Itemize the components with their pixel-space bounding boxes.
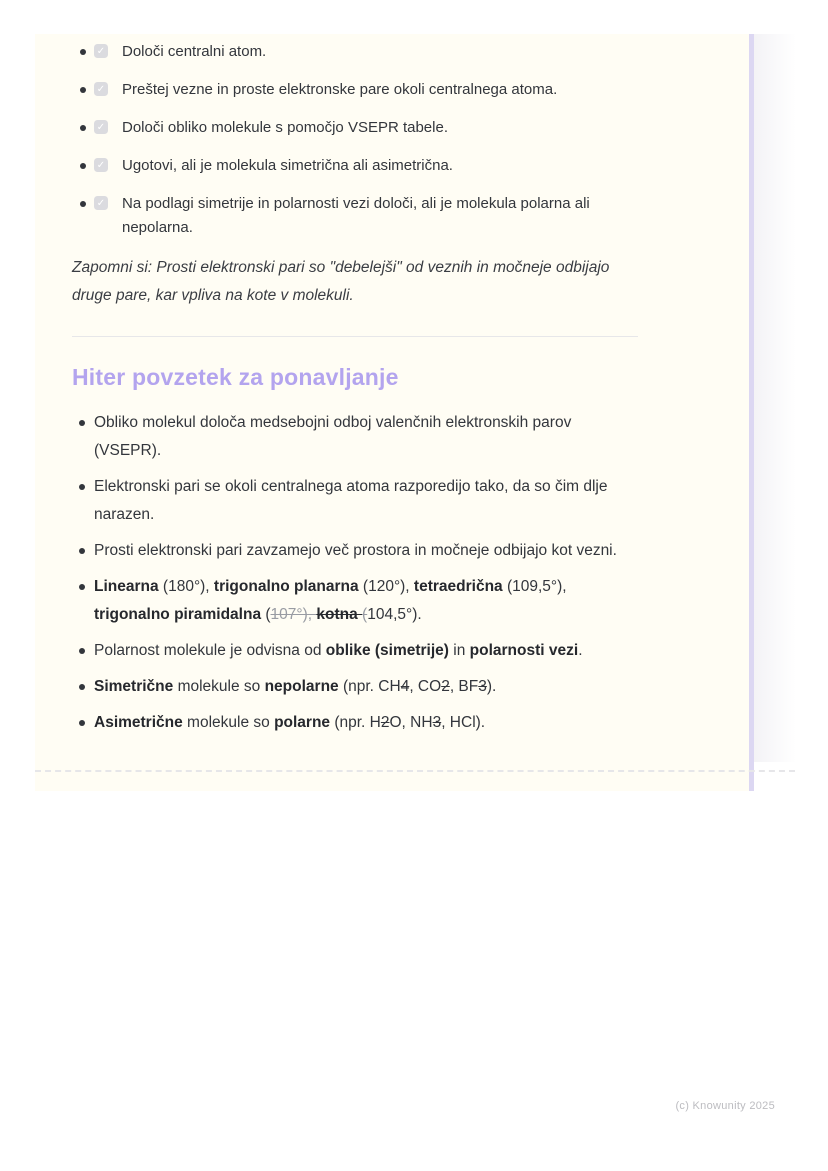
reminder-note: Zapomni si: Prosti elektronski pari so "debelejši" od veznih in močneje odbijajo druge pare, kar vpliva na kote v molekuli. — [72, 259, 610, 304]
bullet-dot — [80, 49, 86, 55]
summary-text-segment: , CO — [409, 678, 442, 695]
checklist-item-text: Ugotovi, ali je molekula simetrična ali asimetrična. — [122, 157, 453, 174]
summary-text-segment: 4 — [400, 678, 410, 695]
summary-text-segment: Obliko molekul določa medsebojni odboj valenčnih elektronskih parov (VSEPR). — [94, 414, 572, 459]
summary-text-segment: 107°), — [270, 606, 317, 623]
summary-text-segment: trigonalno planarna — [213, 578, 359, 595]
section-divider — [72, 336, 638, 337]
summary-list-item — [72, 673, 630, 701]
summary-text-segment: (109,5°), — [502, 578, 567, 595]
summary-list-item — [72, 709, 630, 737]
summary-list-item — [72, 573, 630, 629]
footer-copyright: (c) Knowunity 2025 — [675, 1100, 775, 1112]
summary-text-segment: (120°), — [358, 578, 414, 595]
summary-text-segment: , HCl). — [441, 714, 486, 731]
document-card — [35, 34, 754, 791]
summary-list — [72, 409, 709, 737]
checklist-item — [72, 40, 636, 64]
summary-text-segment: (npr. H — [330, 714, 381, 731]
summary-text-segment: , BF — [449, 678, 479, 695]
summary-text-segment: molekule so — [173, 678, 265, 695]
summary-text-segment: ). — [486, 678, 497, 695]
bullet-dot — [80, 87, 86, 93]
summary-text-segment: tetraedrična — [413, 578, 503, 595]
bullet-dot — [79, 484, 85, 490]
checkbox-checked-icon[interactable]: ✓ — [94, 158, 108, 172]
checklist-item — [72, 154, 636, 178]
checklist — [72, 40, 709, 240]
summary-text-segment: Simetrične — [94, 678, 174, 695]
checklist-item — [72, 192, 636, 240]
summary-list-item — [72, 473, 630, 529]
checkbox-checked-icon[interactable]: ✓ — [94, 120, 108, 134]
summary-text-segment: Asimetrične — [94, 714, 183, 731]
checklist-item-text: Preštej vezne in proste elektronske pare okoli centralnega atoma. — [122, 81, 558, 98]
summary-text-segment: ( — [362, 606, 368, 623]
checkbox-checked-icon[interactable]: ✓ — [94, 82, 108, 96]
summary-text-segment: 3 — [478, 678, 487, 695]
summary-list-item — [72, 409, 630, 465]
summary-text-segment: (180°), — [158, 578, 214, 595]
summary-text-segment: Elektronski pari se okoli centralnega atoma razporedijo tako, da so čim dlje narazen. — [94, 478, 608, 523]
checkbox-checked-icon[interactable]: ✓ — [94, 196, 108, 210]
bullet-dot — [79, 648, 85, 654]
checkbox-checked-icon[interactable]: ✓ — [94, 44, 108, 58]
summary-text-segment: Polarnost molekule je odvisna od — [94, 642, 326, 659]
checklist-item-text: Določi centralni atom. — [122, 43, 267, 60]
checklist-item-text: Določi obliko molekule s pomočjo VSEPR tabele. — [122, 119, 448, 136]
summary-text-segment: ( — [261, 606, 271, 623]
summary-text-segment: in — [448, 642, 470, 659]
bullet-dot — [79, 684, 85, 690]
summary-text-segment: 3 — [432, 714, 442, 731]
summary-text-segment: 104,5°). — [367, 606, 422, 623]
summary-text-segment: kotna — [316, 606, 363, 623]
bullet-dot — [80, 125, 86, 131]
summary-text-segment: molekule so — [182, 714, 275, 731]
summary-text-segment: Prosti elektronski pari zavzamejo več prostora in močneje odbijajo kot vezni. — [94, 542, 617, 559]
bullet-dot — [79, 584, 85, 590]
summary-text-segment: O, NH — [389, 714, 433, 731]
summary-text-segment: Linearna — [94, 578, 159, 595]
summary-text-segment: oblike (simetrije) — [325, 642, 449, 659]
summary-text-segment: trigonalno piramidalna — [94, 606, 262, 623]
summary-text-segment: polarne — [274, 714, 331, 731]
summary-text-segment: 2 — [380, 714, 390, 731]
summary-text-segment: . — [578, 642, 583, 659]
page-break-dashed-line — [35, 770, 795, 772]
summary-list-item — [72, 537, 630, 565]
bullet-dot — [79, 548, 85, 554]
summary-text-segment: 2 — [441, 678, 450, 695]
summary-text-segment: polarnosti vezi — [469, 642, 579, 659]
checklist-item-text: Na podlagi simetrije in polarnosti vezi določi, ali je molekula polarna ali nepolarna. — [122, 195, 590, 236]
bullet-dot — [80, 163, 86, 169]
checklist-item — [72, 116, 636, 140]
summary-heading: Hiter povzetek za ponavljanje — [72, 364, 399, 390]
bullet-dot — [80, 201, 86, 207]
summary-text-segment: nepolarne — [264, 678, 339, 695]
card-right-shadow — [754, 34, 796, 762]
bullet-dot — [79, 420, 85, 426]
summary-text-segment: (npr. CH — [338, 678, 401, 695]
bullet-dot — [79, 720, 85, 726]
summary-list-item — [72, 637, 630, 665]
checklist-item — [72, 78, 636, 102]
document-content — [35, 40, 749, 737]
